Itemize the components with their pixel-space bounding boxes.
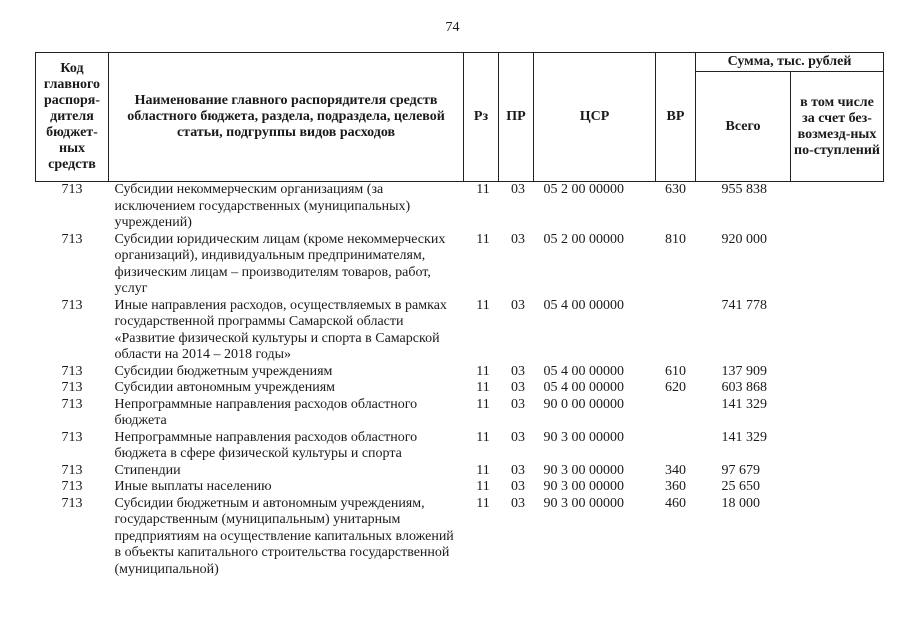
cell-pr: 03 bbox=[511, 429, 525, 445]
cell-total: 141 329 bbox=[721, 429, 767, 445]
cell-rz: 11 bbox=[476, 297, 490, 313]
cell-csr: 05 2 00 00000 bbox=[543, 182, 624, 197]
cell-vr: 610 bbox=[665, 363, 686, 379]
cell-vr: 460 bbox=[665, 495, 686, 511]
cell-rz: 11 bbox=[476, 479, 490, 494]
table-row bbox=[36, 479, 884, 496]
header-incl: в том числе за счет без-возмезд-ных по-ступлений bbox=[791, 72, 884, 182]
cell-incl bbox=[791, 298, 884, 364]
cell-vr: 360 bbox=[665, 479, 686, 494]
cell-vr: 340 bbox=[665, 462, 686, 478]
cell-name: Субсидии юридическим лицам (кроме некоммерческих организаций), индивидуальным предпринимателям, физическим лицам – производителям товаров, работ, услуг bbox=[114, 231, 446, 296]
cell-pr: 03 bbox=[511, 396, 525, 412]
cell-csr: 90 0 00 00000 bbox=[543, 396, 624, 412]
cell-code: 713 bbox=[61, 462, 83, 478]
cell-name: Иные выплаты населению bbox=[114, 479, 272, 494]
cell-pr: 03 bbox=[511, 231, 525, 247]
cell-code: 713 bbox=[61, 479, 83, 494]
cell-incl bbox=[791, 182, 884, 232]
cell-name: Непрограммные направления расходов областного бюджета bbox=[114, 396, 418, 428]
cell-code: 713 bbox=[61, 429, 83, 445]
cell-pr: 03 bbox=[511, 297, 525, 313]
cell-total: 955 838 bbox=[721, 182, 767, 197]
cell-name: Субсидии бюджетным и автономным учреждениям, государственным (муниципальным) унитарным предприятиям на осуществление капитальных вложений в объекты капитального строительства государственной (муниципальной) bbox=[114, 495, 454, 577]
header-rz: Рз bbox=[464, 53, 499, 182]
cell-csr: 90 3 00 00000 bbox=[543, 462, 624, 478]
cell-pr: 03 bbox=[511, 479, 525, 494]
cell-code: 713 bbox=[61, 363, 83, 379]
cell-total: 741 778 bbox=[721, 297, 767, 313]
page-number: 74 bbox=[445, 20, 460, 35]
cell-total: 137 909 bbox=[721, 363, 767, 379]
cell-name: Субсидии автономным учреждениям bbox=[114, 380, 336, 395]
table-header bbox=[36, 53, 884, 182]
cell-name: Субсидии некоммерческим организациям (за исключением государственных (муниципальных) учреждений) bbox=[114, 182, 411, 230]
cell-code: 713 bbox=[61, 380, 83, 395]
budget-table bbox=[35, 52, 884, 578]
cell-csr: 05 4 00 00000 bbox=[543, 297, 624, 313]
cell-vr bbox=[656, 430, 696, 463]
cell-pr: 03 bbox=[511, 495, 525, 511]
cell-name: Иные направления расходов, осуществляемых в рамках государственной программы Самарской области «Развитие физической культуры и спорта в Самарской области на 2014 – 2018 годы» bbox=[114, 297, 447, 362]
cell-rz: 11 bbox=[476, 462, 490, 478]
cell-csr: 90 3 00 00000 bbox=[543, 429, 624, 445]
cell-code: 713 bbox=[61, 182, 83, 197]
cell-rz: 11 bbox=[476, 429, 490, 445]
header-sum: Сумма, тыс. рублей bbox=[696, 53, 884, 72]
table-row bbox=[36, 380, 884, 397]
cell-incl bbox=[791, 479, 884, 496]
cell-total: 18 000 bbox=[721, 495, 760, 511]
cell-rz: 11 bbox=[476, 363, 490, 379]
cell-csr: 90 3 00 00000 bbox=[543, 495, 624, 511]
cell-code: 713 bbox=[61, 231, 83, 247]
table-row bbox=[36, 463, 884, 480]
cell-rz: 11 bbox=[476, 231, 490, 247]
cell-rz: 11 bbox=[476, 182, 490, 197]
cell-code: 713 bbox=[61, 297, 83, 313]
cell-incl bbox=[791, 364, 884, 381]
table-row bbox=[36, 232, 884, 298]
cell-csr: 05 2 00 00000 bbox=[543, 231, 624, 247]
cell-rz: 11 bbox=[476, 495, 490, 511]
cell-pr: 03 bbox=[511, 462, 525, 478]
table-row bbox=[36, 182, 884, 232]
header-name: Наименование главного распорядителя средств областного бюджета, раздела, подраздела, целевой статьи, подгруппы видов расходов bbox=[109, 53, 464, 182]
cell-vr bbox=[656, 397, 696, 430]
cell-incl bbox=[791, 380, 884, 397]
cell-total: 603 868 bbox=[721, 380, 767, 395]
cell-rz: 11 bbox=[476, 380, 490, 395]
cell-vr bbox=[656, 298, 696, 364]
table-row bbox=[36, 397, 884, 430]
cell-total: 920 000 bbox=[721, 231, 767, 247]
cell-name: Непрограммные направления расходов областного бюджета в сфере физической культуры и спорта bbox=[114, 429, 418, 461]
cell-code: 713 bbox=[61, 495, 83, 511]
cell-name: Стипендии bbox=[114, 462, 181, 478]
header-vr: ВР bbox=[656, 53, 696, 182]
cell-pr: 03 bbox=[511, 363, 525, 379]
table-row bbox=[36, 430, 884, 463]
cell-rz: 11 bbox=[476, 396, 490, 412]
table-row bbox=[36, 298, 884, 364]
table-body bbox=[36, 182, 884, 579]
cell-vr: 630 bbox=[665, 182, 686, 197]
header-code: Код главного распоря-дителя бюджет-ных средств bbox=[36, 53, 109, 182]
header-csr: ЦСР bbox=[534, 53, 656, 182]
cell-incl bbox=[791, 496, 884, 579]
cell-csr: 05 4 00 00000 bbox=[543, 380, 624, 395]
cell-vr: 810 bbox=[665, 231, 686, 247]
cell-code: 713 bbox=[61, 396, 83, 412]
cell-name: Субсидии бюджетным учреждениям bbox=[114, 363, 333, 379]
cell-pr: 03 bbox=[511, 380, 525, 395]
header-total: Всего bbox=[696, 72, 791, 182]
cell-total: 97 679 bbox=[721, 462, 760, 478]
cell-incl bbox=[791, 232, 884, 298]
cell-total: 25 650 bbox=[721, 479, 760, 494]
header-pr: ПР bbox=[499, 53, 534, 182]
cell-incl bbox=[791, 397, 884, 430]
cell-pr: 03 bbox=[511, 182, 525, 197]
cell-total: 141 329 bbox=[721, 396, 767, 412]
cell-csr: 90 3 00 00000 bbox=[543, 479, 624, 494]
table-row bbox=[36, 496, 884, 579]
table-row bbox=[36, 364, 884, 381]
cell-incl bbox=[791, 430, 884, 463]
cell-csr: 05 4 00 00000 bbox=[543, 363, 624, 379]
cell-incl bbox=[791, 463, 884, 480]
cell-vr: 620 bbox=[665, 380, 686, 395]
